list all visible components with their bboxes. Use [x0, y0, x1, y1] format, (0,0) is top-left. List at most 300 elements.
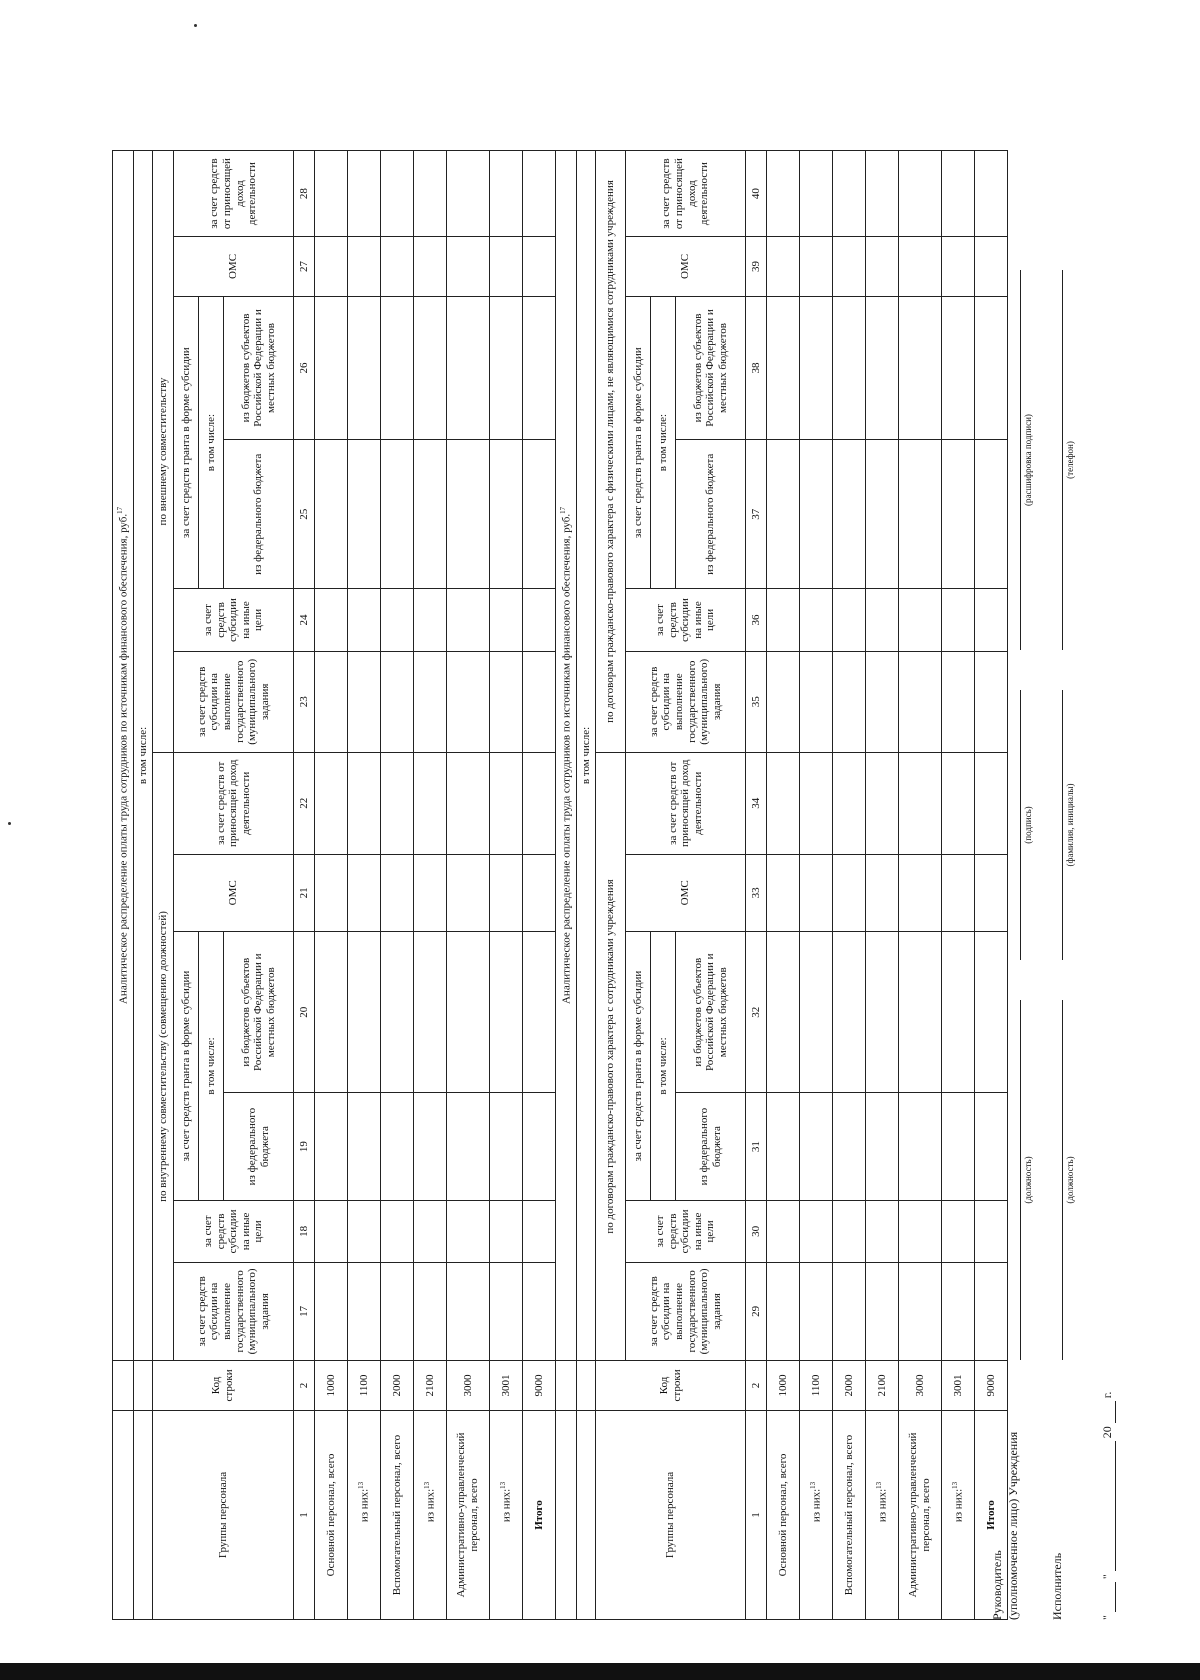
value-cell[interactable] — [381, 651, 414, 753]
value-cell[interactable] — [348, 296, 381, 439]
value-cell[interactable] — [833, 296, 866, 439]
value-cell[interactable] — [866, 1093, 899, 1200]
colnum: 2 — [294, 1360, 315, 1410]
value-cell[interactable] — [800, 151, 833, 237]
date-year-field[interactable] — [1100, 1401, 1116, 1423]
value-cell[interactable] — [348, 151, 381, 237]
value-cell[interactable] — [899, 1262, 942, 1360]
value-cell[interactable] — [447, 1200, 490, 1262]
col-assignment-2: за счет средств субсидии на выполнение государственного (муниципального) задания — [626, 1262, 746, 1360]
row-code: 1000 — [315, 1360, 348, 1410]
colnum: 1 — [294, 1411, 315, 1620]
value-cell[interactable] — [942, 651, 975, 753]
value-cell[interactable] — [414, 1262, 447, 1360]
value-cell[interactable] — [800, 651, 833, 753]
value-cell[interactable] — [767, 1093, 800, 1200]
value-cell[interactable] — [348, 237, 381, 297]
value-cell[interactable] — [490, 753, 523, 855]
table-row — [414, 151, 447, 1620]
value-cell[interactable] — [490, 651, 523, 753]
value-cell[interactable] — [348, 753, 381, 855]
value-cell[interactable] — [942, 296, 975, 439]
value-cell[interactable] — [975, 440, 1008, 589]
colnum: 37 — [746, 440, 767, 589]
col-oms-2-ext: ОМС — [626, 237, 746, 297]
row-code: 9000 — [975, 1360, 1008, 1410]
value-cell[interactable] — [866, 753, 899, 855]
colnum: 1 — [746, 1411, 767, 1620]
value-cell[interactable] — [975, 1093, 1008, 1200]
value-cell[interactable] — [899, 151, 942, 237]
table-row — [348, 151, 381, 1620]
scan-edge — [0, 1663, 1200, 1680]
value-cell[interactable] — [381, 753, 414, 855]
value-cell[interactable] — [975, 854, 1008, 932]
value-cell[interactable] — [800, 1200, 833, 1262]
value-cell[interactable] — [414, 440, 447, 589]
value-cell[interactable] — [833, 1200, 866, 1262]
colnum: 26 — [294, 296, 315, 439]
colnum: 21 — [294, 854, 315, 932]
colnum: 31 — [746, 1093, 767, 1200]
value-cell[interactable] — [381, 1262, 414, 1360]
value-cell[interactable] — [381, 854, 414, 932]
row-label: Вспомогательный персонал, всего — [381, 1411, 414, 1620]
value-cell[interactable] — [866, 237, 899, 297]
table-1-in-that-number: в том числе: — [134, 151, 153, 1361]
value-cell[interactable] — [767, 589, 800, 651]
value-cell[interactable] — [414, 1200, 447, 1262]
table-internal-part-time — [112, 120, 556, 1620]
colnum: 24 — [294, 589, 315, 651]
row-code: 9000 — [523, 1360, 556, 1410]
value-cell[interactable] — [315, 296, 348, 439]
col-oms-ext: ОМС — [174, 237, 294, 297]
value-cell[interactable] — [866, 651, 899, 753]
col-income-2-ext: за счет средств от приносящей доход деятельности — [626, 151, 746, 237]
col-regional-2-ext: из бюджетов субъектов Российской Федерации и местных бюджетов — [676, 296, 746, 439]
head-position-line[interactable]: (должность) — [1020, 1000, 1033, 1360]
value-cell[interactable] — [866, 1262, 899, 1360]
value-cell[interactable] — [523, 651, 556, 753]
value-cell[interactable] — [975, 237, 1008, 297]
value-cell[interactable] — [899, 296, 942, 439]
value-cell[interactable] — [800, 1093, 833, 1200]
value-cell[interactable] — [348, 589, 381, 651]
salary-table-2 — [555, 150, 1008, 1620]
value-cell[interactable] — [866, 854, 899, 932]
value-cell[interactable] — [866, 440, 899, 589]
col-grant-vtom: в том числе: — [199, 932, 224, 1201]
value-cell[interactable] — [899, 651, 942, 753]
value-cell[interactable] — [942, 854, 975, 932]
value-cell[interactable] — [866, 1200, 899, 1262]
colnum: 25 — [294, 440, 315, 589]
col-other-purposes-2: за счет средств субсидии на иные цели — [626, 1200, 746, 1262]
value-cell[interactable] — [800, 753, 833, 855]
value-cell[interactable] — [490, 440, 523, 589]
value-cell[interactable] — [447, 854, 490, 932]
value-cell[interactable] — [447, 151, 490, 237]
value-cell[interactable] — [975, 1200, 1008, 1262]
col-oms-2: ОМС — [626, 854, 746, 932]
value-cell[interactable] — [490, 1093, 523, 1200]
col-income-2: за счет средств от приносящей доход деятельности — [626, 753, 746, 855]
value-cell[interactable] — [414, 151, 447, 237]
colnum: 38 — [746, 296, 767, 439]
row-code: 2000 — [833, 1360, 866, 1410]
value-cell[interactable] — [866, 151, 899, 237]
table-row — [523, 151, 556, 1620]
executor-phone-line[interactable]: (телефон) — [1062, 270, 1075, 650]
value-cell[interactable] — [899, 589, 942, 651]
col-grant-ext: за счет средств гранта в форме субсидии — [174, 296, 199, 589]
value-cell[interactable] — [899, 440, 942, 589]
value-cell[interactable] — [866, 932, 899, 1093]
value-cell[interactable] — [833, 1262, 866, 1360]
value-cell[interactable] — [942, 237, 975, 297]
date-year-suffix: г. — [1100, 1391, 1114, 1399]
col-other-purposes-2-ext: за счет средств субсидии на иные цели — [626, 589, 746, 651]
value-cell[interactable] — [447, 1093, 490, 1200]
value-cell[interactable] — [523, 1200, 556, 1262]
col-grant-vtom-ext: в том числе: — [199, 296, 224, 589]
row-label: Административно-управленческий персонал, всего — [899, 1411, 942, 1620]
row-code: 2100 — [866, 1360, 899, 1410]
row-label: из них:$^{13}$ — [800, 1411, 833, 1620]
colnum: 22 — [294, 753, 315, 855]
value-cell[interactable] — [975, 151, 1008, 237]
colnum: 28 — [294, 151, 315, 237]
table-row — [866, 151, 899, 1620]
row-code: 1000 — [767, 1360, 800, 1410]
row-code: 1100 — [800, 1360, 833, 1410]
value-cell[interactable] — [833, 854, 866, 932]
table-row — [899, 151, 942, 1620]
date-month-field[interactable] — [1100, 1441, 1116, 1571]
value-cell[interactable] — [523, 1262, 556, 1360]
col-federal-2-ext: из федерального бюджета — [676, 440, 746, 589]
row-label: Административно-управленческий персонал, всего — [447, 1411, 490, 1620]
row-code: 3001 — [490, 1360, 523, 1410]
value-cell[interactable] — [523, 440, 556, 589]
colnum: 27 — [294, 237, 315, 297]
value-cell[interactable] — [315, 237, 348, 297]
value-cell[interactable] — [490, 932, 523, 1093]
value-cell[interactable] — [315, 651, 348, 753]
value-cell[interactable] — [899, 854, 942, 932]
table-row — [800, 151, 833, 1620]
col-group-personnel: Группы персонала — [153, 1411, 294, 1620]
colnum: 19 — [294, 1093, 315, 1200]
value-cell[interactable] — [381, 932, 414, 1093]
value-cell[interactable] — [767, 854, 800, 932]
col-row-code-2: Код строки — [596, 1360, 746, 1410]
value-cell[interactable] — [866, 589, 899, 651]
value-cell[interactable] — [523, 932, 556, 1093]
colnum: 18 — [294, 1200, 315, 1262]
value-cell[interactable] — [348, 854, 381, 932]
value-cell[interactable] — [767, 1200, 800, 1262]
value-cell[interactable] — [942, 1093, 975, 1200]
table-2-title: Аналитическое распределение оплаты труда сотрудников по источникам финансового обеспечения, руб.$^{17}$ — [556, 151, 577, 1361]
value-cell[interactable] — [490, 237, 523, 297]
value-cell[interactable] — [523, 296, 556, 439]
value-cell[interactable] — [348, 1200, 381, 1262]
value-cell[interactable] — [800, 854, 833, 932]
colnum: 40 — [746, 151, 767, 237]
value-cell[interactable] — [348, 651, 381, 753]
value-cell[interactable] — [975, 1262, 1008, 1360]
value-cell[interactable] — [899, 753, 942, 855]
row-code: 3000 — [899, 1360, 942, 1410]
value-cell[interactable] — [348, 440, 381, 589]
value-cell[interactable] — [975, 753, 1008, 855]
value-cell[interactable] — [490, 296, 523, 439]
executor-name-line[interactable]: (фамилия, инициалы) — [1062, 690, 1075, 960]
executor-position-line[interactable]: (должность) — [1062, 1000, 1075, 1360]
value-cell[interactable] — [381, 440, 414, 589]
value-cell[interactable] — [381, 237, 414, 297]
value-cell[interactable] — [381, 1200, 414, 1262]
colnum: 29 — [746, 1262, 767, 1360]
row-code: 1100 — [348, 1360, 381, 1410]
table-1-title: Аналитическое распределение оплаты труда сотрудников по источникам финансового обеспечения, руб.$^{17}$ — [113, 151, 134, 1361]
col-regional-2: из бюджетов субъектов Российской Федерации и местных бюджетов — [676, 932, 746, 1093]
value-cell[interactable] — [975, 589, 1008, 651]
row-label: Итого — [523, 1411, 556, 1620]
value-cell[interactable] — [767, 1262, 800, 1360]
row-label: Основной персонал, всего — [315, 1411, 348, 1620]
col-federal-ext: из федерального бюджета — [224, 440, 294, 589]
value-cell[interactable] — [447, 651, 490, 753]
value-cell[interactable] — [315, 1262, 348, 1360]
value-cell[interactable] — [447, 753, 490, 855]
col-oms: ОМС — [174, 854, 294, 932]
value-cell[interactable] — [833, 932, 866, 1093]
value-cell[interactable] — [348, 1262, 381, 1360]
col-assignment: за счет средств субсидии на выполнение государственного (муниципального) задания — [174, 1262, 294, 1360]
colnum: 20 — [294, 932, 315, 1093]
value-cell[interactable] — [414, 1093, 447, 1200]
value-cell[interactable] — [315, 151, 348, 237]
value-cell[interactable] — [800, 237, 833, 297]
value-cell[interactable] — [942, 1262, 975, 1360]
value-cell[interactable] — [447, 1262, 490, 1360]
col-federal-2: из федерального бюджета — [676, 1093, 746, 1200]
col-assignment-ext: за счет средств субсидии на выполнение государственного (муниципального) задания — [174, 651, 294, 753]
value-cell[interactable] — [447, 589, 490, 651]
date-quote-close: " — [1100, 1574, 1114, 1580]
colnum: 36 — [746, 589, 767, 651]
value-cell[interactable] — [975, 296, 1008, 439]
colnum: 30 — [746, 1200, 767, 1262]
value-cell[interactable] — [833, 1093, 866, 1200]
value-cell[interactable] — [447, 237, 490, 297]
date-year-prefix: 20 — [1100, 1426, 1114, 1439]
value-cell[interactable] — [490, 151, 523, 237]
value-cell[interactable] — [315, 753, 348, 855]
row-label: Основной персонал, всего — [767, 1411, 800, 1620]
value-cell[interactable] — [767, 440, 800, 589]
value-cell[interactable] — [767, 651, 800, 753]
value-cell[interactable] — [833, 237, 866, 297]
date-day-field[interactable] — [1100, 1582, 1116, 1612]
col-other-purposes: за счет средств субсидии на иные цели — [174, 1200, 294, 1262]
row-label: Итого — [975, 1411, 1008, 1620]
group-external: по внешнему совместительству — [153, 151, 174, 753]
table-row — [381, 151, 414, 1620]
table-row — [315, 151, 348, 1620]
value-cell[interactable] — [899, 1200, 942, 1262]
value-cell[interactable] — [833, 753, 866, 855]
colnum: 34 — [746, 753, 767, 855]
col-regional-ext: из бюджетов субъектов Российской Федерации и местных бюджетов — [224, 296, 294, 439]
row-code: 2100 — [414, 1360, 447, 1410]
value-cell[interactable] — [447, 296, 490, 439]
executor-label: Исполнитель — [1050, 1552, 1064, 1620]
value-cell[interactable] — [767, 296, 800, 439]
value-cell[interactable] — [523, 151, 556, 237]
value-cell[interactable] — [381, 151, 414, 237]
head-signature-line[interactable]: (подпись) — [1020, 690, 1033, 960]
col-assignment-2-ext: за счет средств субсидии на выполнение государственного (муниципального) задания — [626, 651, 746, 753]
value-cell[interactable] — [315, 440, 348, 589]
col-federal: из федерального бюджета — [224, 1093, 294, 1200]
table-row — [767, 151, 800, 1620]
value-cell[interactable] — [315, 932, 348, 1093]
value-cell[interactable] — [942, 589, 975, 651]
value-cell[interactable] — [942, 1200, 975, 1262]
value-cell[interactable] — [767, 151, 800, 237]
table-row — [942, 151, 975, 1620]
value-cell[interactable] — [315, 1093, 348, 1200]
value-cell[interactable] — [414, 296, 447, 439]
value-cell[interactable] — [490, 1200, 523, 1262]
table-row — [490, 151, 523, 1620]
value-cell[interactable] — [315, 1200, 348, 1262]
value-cell[interactable] — [490, 854, 523, 932]
value-cell[interactable] — [414, 237, 447, 297]
table-2-in-that-number: в том числе: — [577, 151, 596, 1361]
value-cell[interactable] — [975, 651, 1008, 753]
value-cell[interactable] — [523, 237, 556, 297]
group-gph-individuals: по договорам гражданско-правового характера с физическими лицами, не являющимися сотрудниками учреждения — [596, 151, 626, 753]
col-other-purposes-ext: за счет средств субсидии на иные цели — [174, 589, 294, 651]
col-group-personnel-2: Группы персонала — [596, 1411, 746, 1620]
value-cell[interactable] — [866, 296, 899, 439]
value-cell[interactable] — [833, 151, 866, 237]
row-code: 3000 — [447, 1360, 490, 1410]
value-cell[interactable] — [381, 589, 414, 651]
col-grant: за счет средств гранта в форме субсидии — [174, 932, 199, 1201]
value-cell[interactable] — [833, 440, 866, 589]
row-code: 3001 — [942, 1360, 975, 1410]
value-cell[interactable] — [414, 589, 447, 651]
col-income: за счет средств от приносящей доход деятельности — [174, 753, 294, 855]
value-cell[interactable] — [942, 151, 975, 237]
col-row-code: Код строки — [153, 1360, 294, 1410]
table-civil-contracts — [555, 120, 1008, 1620]
row-label: Вспомогательный персонал, всего — [833, 1411, 866, 1620]
value-cell[interactable] — [899, 932, 942, 1093]
value-cell[interactable] — [523, 753, 556, 855]
row-label: из них:$^{13}$ — [348, 1411, 381, 1620]
value-cell[interactable] — [315, 589, 348, 651]
rotated-form — [60, 40, 1160, 1620]
col-grant-2-ext: за счет средств гранта в форме субсидии — [626, 296, 651, 589]
col-grant-vtom-2: в том числе: — [651, 932, 676, 1201]
colnum: 33 — [746, 854, 767, 932]
colnum: 17 — [294, 1262, 315, 1360]
value-cell[interactable] — [800, 440, 833, 589]
value-cell[interactable] — [800, 296, 833, 439]
value-cell[interactable] — [899, 1093, 942, 1200]
value-cell[interactable] — [381, 1093, 414, 1200]
value-cell[interactable] — [767, 237, 800, 297]
group-gph-employees: по договорам гражданско-правового характера с сотрудниками учреждения — [596, 753, 626, 1361]
colnum: 23 — [294, 651, 315, 753]
value-cell[interactable] — [315, 854, 348, 932]
table-row — [447, 151, 490, 1620]
col-regional: из бюджетов субъектов Российской Федерации и местных бюджетов — [224, 932, 294, 1093]
value-cell[interactable] — [833, 651, 866, 753]
col-income-ext: за счет средств от приносящей доход деятельности — [174, 151, 294, 237]
head-label: Руководитель — [990, 1550, 1004, 1620]
col-grant-vtom-2-ext: в том числе: — [651, 296, 676, 589]
value-cell[interactable] — [447, 440, 490, 589]
value-cell[interactable] — [414, 651, 447, 753]
value-cell[interactable] — [523, 589, 556, 651]
value-cell[interactable] — [833, 589, 866, 651]
value-cell[interactable] — [348, 932, 381, 1093]
row-label: из них:$^{13}$ — [414, 1411, 447, 1620]
value-cell[interactable] — [414, 932, 447, 1093]
row-label: из них:$^{13}$ — [866, 1411, 899, 1620]
value-cell[interactable] — [975, 932, 1008, 1093]
value-cell[interactable] — [942, 932, 975, 1093]
date-quote-open: " — [1100, 1615, 1114, 1620]
row-code: 2000 — [381, 1360, 414, 1410]
head-decoding-line[interactable]: (расшифровка подписи) — [1020, 270, 1033, 650]
value-cell[interactable] — [800, 589, 833, 651]
value-cell[interactable] — [942, 753, 975, 855]
value-cell[interactable] — [381, 296, 414, 439]
value-cell[interactable] — [942, 440, 975, 589]
colnum: 2 — [746, 1360, 767, 1410]
value-cell[interactable] — [899, 237, 942, 297]
value-cell[interactable] — [490, 1262, 523, 1360]
value-cell[interactable] — [800, 932, 833, 1093]
value-cell[interactable] — [800, 1262, 833, 1360]
date-line — [1100, 1392, 1116, 1620]
value-cell[interactable] — [414, 854, 447, 932]
value-cell[interactable] — [767, 932, 800, 1093]
value-cell[interactable] — [414, 753, 447, 855]
value-cell[interactable] — [348, 1093, 381, 1200]
value-cell[interactable] — [490, 589, 523, 651]
colnum: 35 — [746, 651, 767, 753]
table-row — [975, 151, 1008, 1620]
value-cell[interactable] — [767, 753, 800, 855]
value-cell[interactable] — [447, 932, 490, 1093]
colnum: 32 — [746, 932, 767, 1093]
row-label: из них:$^{13}$ — [942, 1411, 975, 1620]
table-row — [833, 151, 866, 1620]
value-cell[interactable] — [523, 1093, 556, 1200]
head-sublabel: (уполномоченное лицо) Учреждения — [1006, 1431, 1020, 1620]
value-cell[interactable] — [523, 854, 556, 932]
